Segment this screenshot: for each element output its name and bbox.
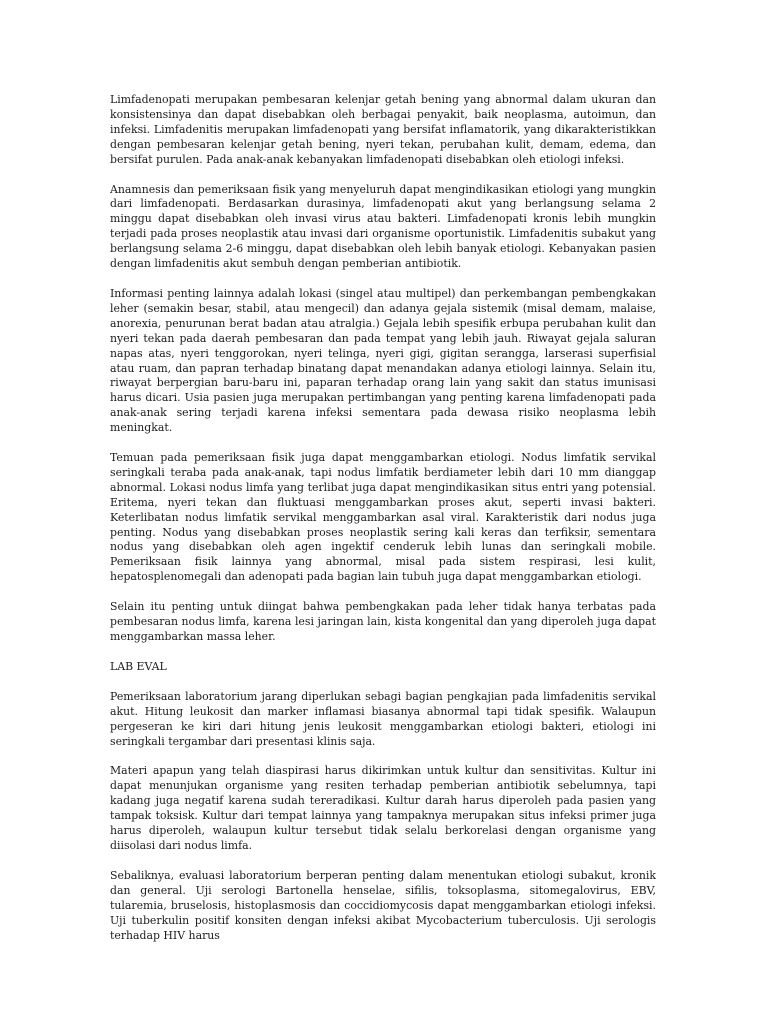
paragraph-culture: Materi apapun yang telah diaspirasi harus dikirimkan untuk kultur dan sensitivitas. Kultur ini dapat menunjukan organisme yang resiten terhadap pemberian antibiotik sebelumnya, tapi kadang juga negatif karena sudah tereradikasi. Kultur darah harus diperoleh pada pasien yang tampak toksisk. Kultur dari tempat lainnya yang tampaknya merupakan situs infeksi primer juga harus diperoleh, walaupun kultur tersebut tidak selalu berkorelasi dengan organisme yang diisolasi dari nodus limfa.	[110, 764, 656, 852]
paragraph-anamnesis: Anamnesis dan pemeriksaan fisik yang menyeluruh dapat mengindikasikan etiologi yang mungkin dari limfadenopati. Berdasarkan durasinya, limfadenopati akut yang berlangsung selama 2 minggu dapat disebabkan oleh invasi virus atau bakteri. Limfadenopati kronis lebih mungkin terjadi pada proses neoplastik atau invasi dari organisme oportunistik. Limfadenitis subakut yang berlangsung selama 2-6 minggu, dapat disebabkan oleh lebih banyak etiologi. Kebanyakan pasien dengan limfadenitis akut sembuh dengan pemberian antibiotik.	[110, 182, 656, 271]
paragraph-definition: Limfadenopati merupakan pembesaran kelenjar getah bening yang abnormal dalam ukuran dan konsistensinya dan dapat disebabkan oleh berbagai penyakit, baik neoplasma, autoimun, dan infeksi. Limfadenitis merupakan limfadenopati yang bersifat inflamatorik, yang dikarakteristikkan dengan pembesaran kelenjar getah bening, nyeri tekan, perubahan kulit, demam, edema, dan bersifat purulen. Pada anak-anak kebanyakan limfadenopati disebabkan oleh etiologi infeksi.	[110, 93, 656, 166]
paragraph-neck-swelling: Selain itu penting untuk diingat bahwa pembengkakan pada leher tidak hanya terbatas pada pembesaran nodus limfa, karena lesi jaringan lain, kista kongenital dan yang diperoleh juga dapat menggambarkan massa leher.	[110, 600, 656, 643]
paragraph-serology: Sebaliknya, evaluasi laboratorium berperan penting dalam menentukan etiologi subakut, kronik dan general. Uji serologi Bartonella henselae, sifilis, toksoplasma, sitomegalovirus, EBV, tularemia, bruselosis, histoplasmosis dan coccidiomycosis dapat menggambarkan etiologi infeksi. Uji tuberkulin positif konsiten dengan infeksi akibat Mycobacterium tuberculosis. Uji serologis terhadap HIV harus	[110, 868, 656, 942]
paragraph-important-info: Informasi penting lainnya adalah lokasi (singel atau multipel) dan perkembangan pembengkakan leher (semakin besar, stabil, atau mengecil) dan adanya gejala sistemik (misal demam, malaise, anorexia, penurunan berat badan atau atralgia.) Gejala lebih spesifik erbupa perubahan kulit dan nyeri tekan pada daerah pembesaran dan pada tempat yang lebih jauh. Riwayat gejala saluran napas atas, nyeri tenggorokan, nyeri telinga, nyeri gigi, gigitan serangga, larserasi superfisial atau ruam, dan papran terhadap binatang dapat menandakan adanya etiologi lainnya. Selain itu, riwayat berpergian baru-baru ini, paparan terhadap orang lain yang sakit dan status imunisasi harus dicari. Usia pasien juga merupakan pertimbangan yang penting karena limfadenopati pada anak-anak sering terjadi karena infeksi sementara pada dewasa risiko neoplasma lebih meningkat.	[110, 286, 656, 435]
section-heading-lab-eval: LAB EVAL	[110, 659, 167, 673]
paragraph-lab-exam: Pemeriksaan laboratorium jarang diperlukan sebagi bagian pengkajian pada limfadenitis servikal akut. Hitung leukosit dan marker inflamasi biasanya abnormal tapi tidak spesifik. Walaupun pergeseran ke kiri dari hitung jenis leukosit menggambarkan etiologi bakteri, etiologi ini seringkali tergambar dari presentasi klinis saja.	[110, 689, 656, 748]
document-page	[110, 93, 656, 958]
paragraph-physical-exam: Temuan pada pemeriksaan fisik juga dapat menggambarkan etiologi. Nodus limfatik servikal seringkali teraba pada anak-anak, tapi nodus limfatik berdiameter lebih dari 10 mm dianggap abnormal. Lokasi nodus limfa yang terlibat juga dapat mengindikasikan situs entri yang potensial. Eritema, nyeri tekan dan fluktuasi menggambarkan proses akut, seperti invasi bakteri. Keterlibatan nodus limfatik servikal menggambarkan asal viral. Karakteristik dari nodus juga penting. Nodus yang disebabkan proses neoplastik sering kali keras dan terfiksir, sementara nodus yang disebabkan oleh agen ingektif cenderuk lebih lunas dan seringkali mobile. Pemeriksaan fisik lainnya yang abnormal, misal pada sistem respirasi, lesi kulit, hepatosplenomegali dan adenopati pada bagian lain tubuh juga dapat menggambarkan etiologi.	[110, 451, 656, 584]
